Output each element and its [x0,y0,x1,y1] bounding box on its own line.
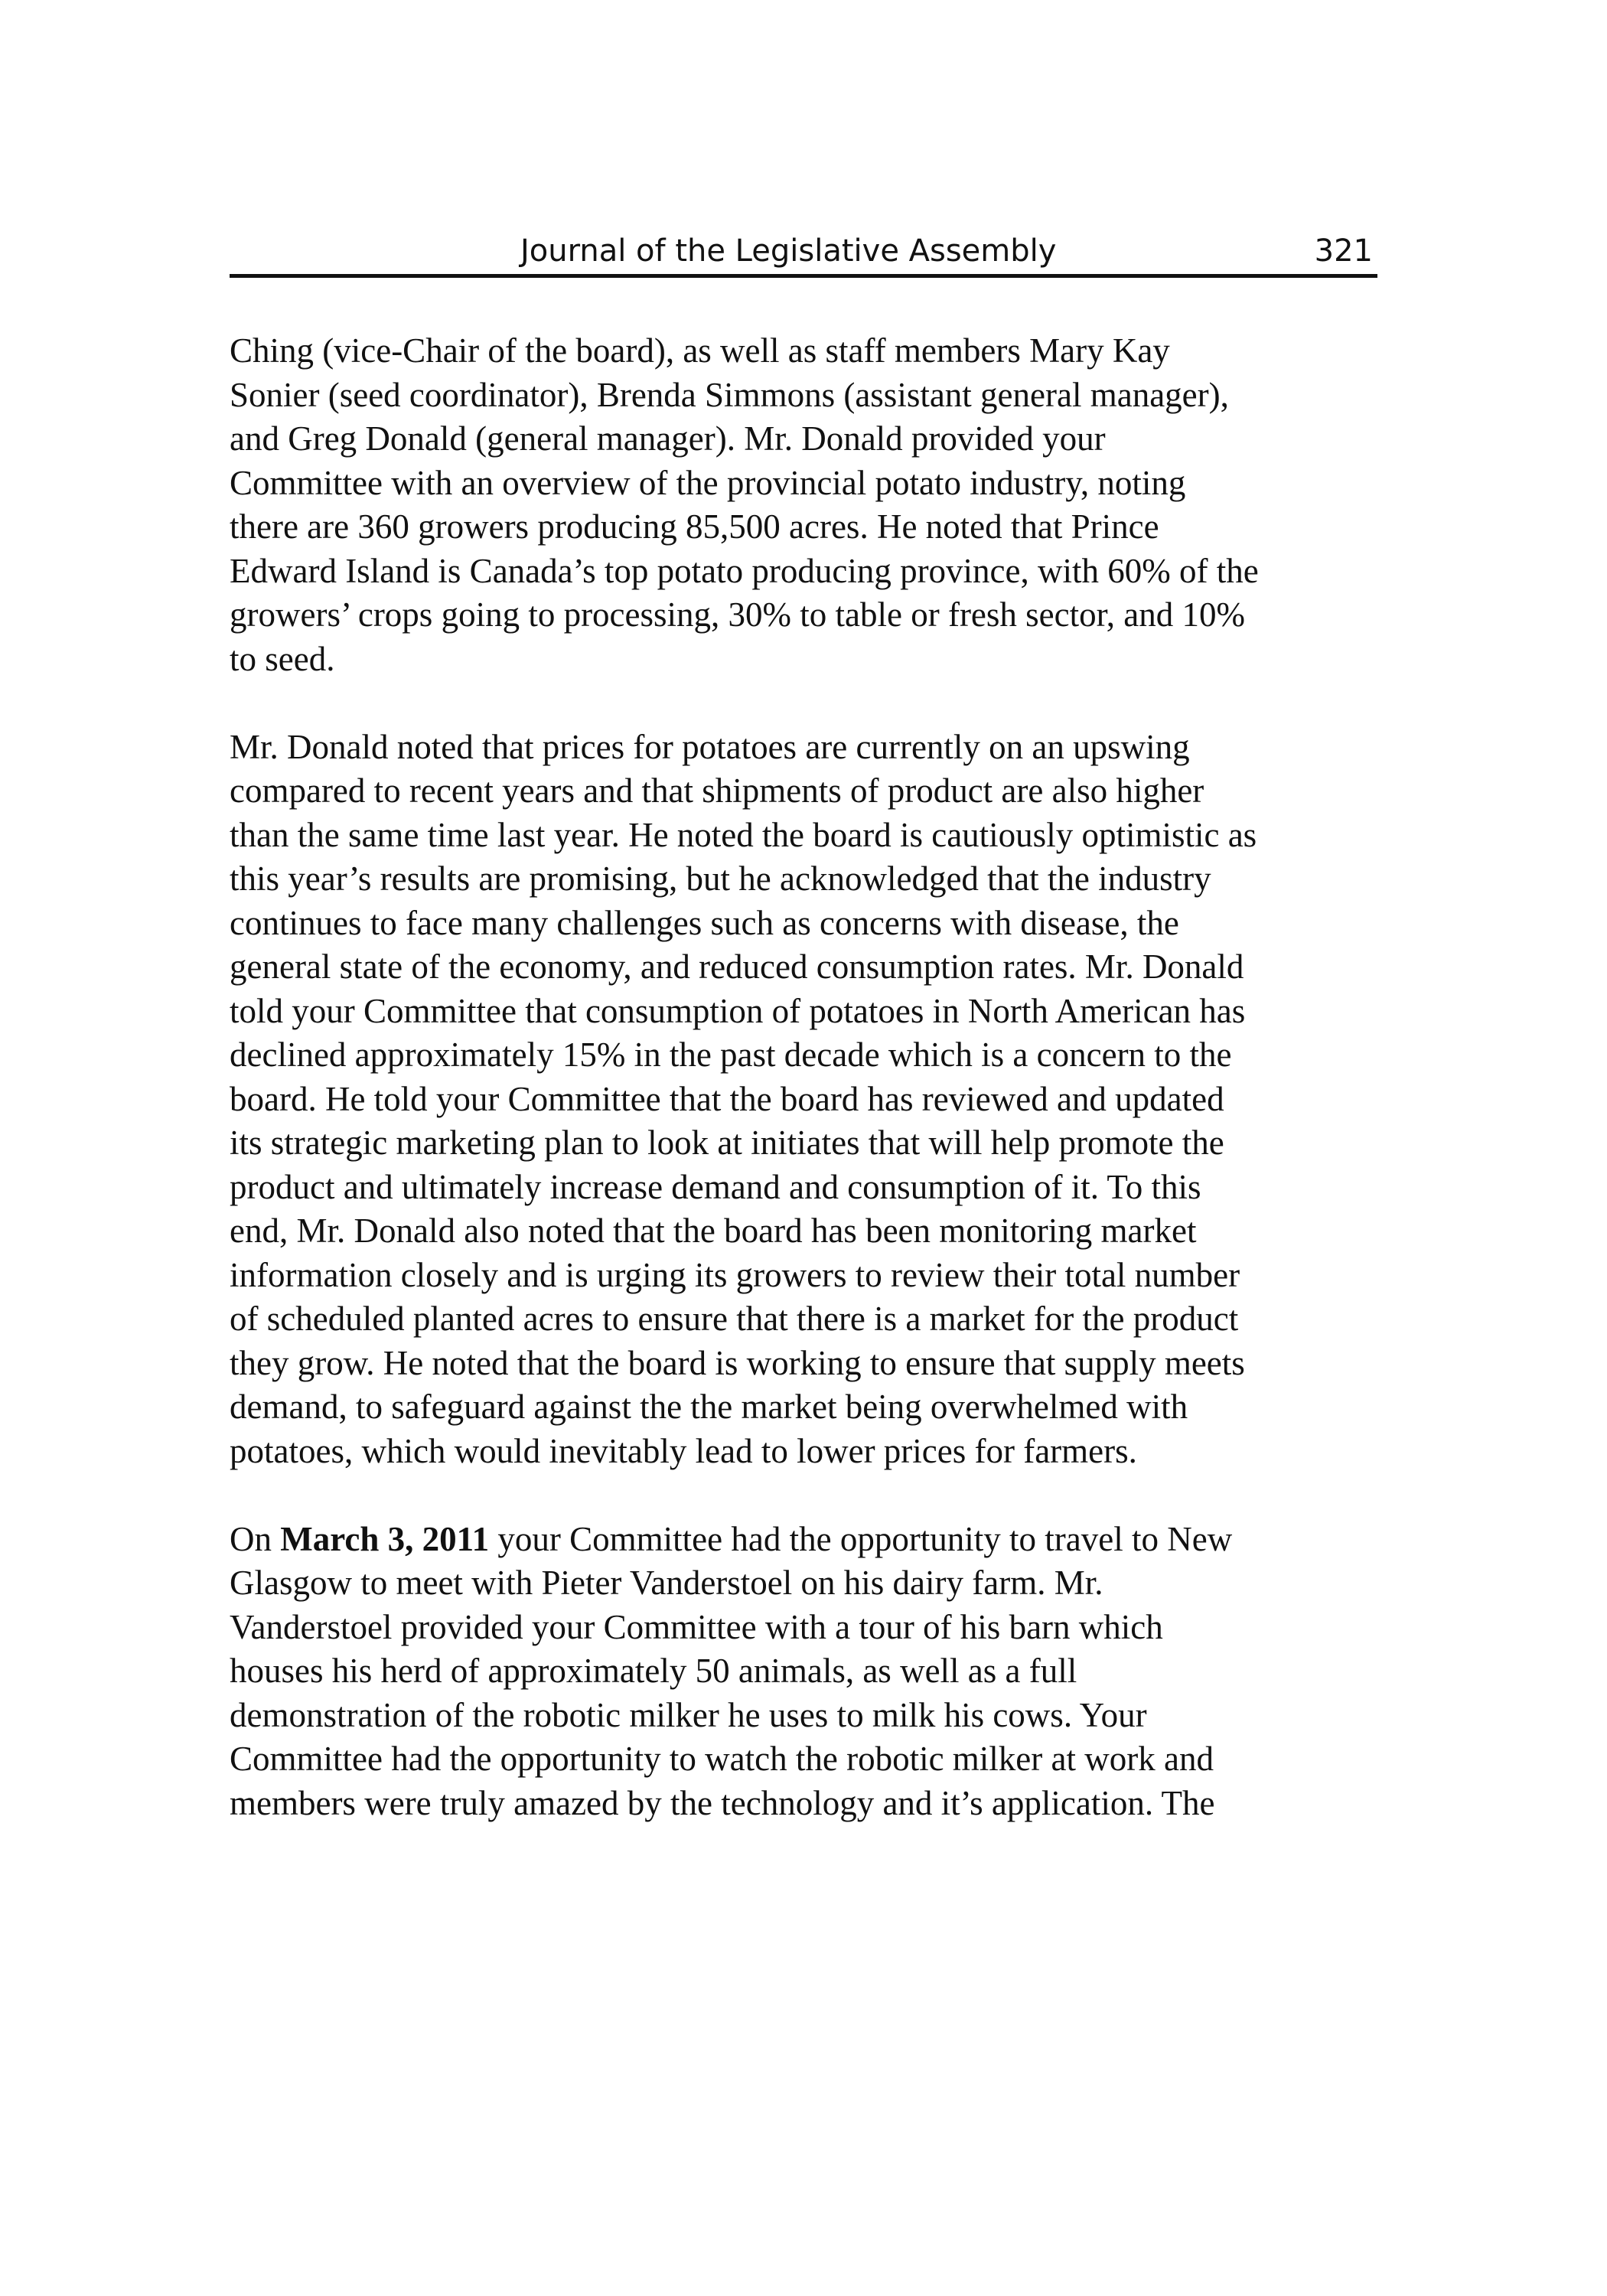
first-line-rest: your Committee had the opportunity to travel to New [489,1519,1233,1558]
journal-title: Journal of the Legislative Assembly [520,233,1057,269]
text-line: than the same time last year. He noted the board is cautiously optimistic as [230,815,1257,854]
text-line: Edward Island is Canada’s top potato producing province, with 60% of the [230,551,1259,590]
text-line: Committee had the opportunity to watch the robotic milker at work and [230,1740,1214,1778]
text-line: Sonier (seed coordinator), Brenda Simmons (assistant general manager), [230,375,1229,414]
text-line: houses his herd of approximately 50 animals, as well as a full [230,1652,1077,1690]
text-line: they grow. He noted that the board is working to ensure that supply meets [230,1343,1245,1382]
text-line: told your Committee that consumption of potatoes in North American has [230,991,1246,1030]
text-line: general state of the economy, and reduced consumption rates. Mr. Donald [230,947,1244,986]
text-line: continues to face many challenges such as concerns with disease, the [230,903,1179,942]
meeting-date: March 3, 2011 [280,1519,490,1558]
text-line: compared to recent years and that shipments of product are also higher [230,771,1204,810]
text-line: declined approximately 15% in the past decade which is a concern to the [230,1035,1232,1074]
text-line: there are 360 growers producing 85,500 acres. He noted that Prince [230,507,1159,546]
text-line: Ching (vice-Chair of the board), as well as staff members Mary Kay [230,331,1170,370]
text-line: this year’s results are promising, but he acknowledged that the industry [230,859,1211,898]
paragraph-3 [230,1518,1377,1826]
text-line: end, Mr. Donald also noted that the board has been monitoring market [230,1212,1197,1250]
header-rule [230,274,1377,278]
text-line: information closely and is urging its growers to review their total number [230,1255,1240,1294]
text-line: growers’ crops going to processing, 30% to table or fresh sector, and 10% [230,595,1246,634]
text-line: Mr. Donald noted that prices for potatoes are currently on an upswing [230,727,1190,766]
text-line: members were truly amazed by the technology and it’s application. The [230,1783,1215,1822]
text-line: product and ultimately increase demand and consumption of it. To this [230,1167,1201,1206]
text-line: potatoes, which would inevitably lead to lower prices for farmers. [230,1431,1137,1470]
body-text [230,329,1377,1870]
running-header [230,230,1377,277]
text-line: Committee with an overview of the provincial potato industry, noting [230,463,1186,502]
paragraph-2 [230,726,1377,1474]
text-line: to seed. [230,639,335,678]
text-line: demand, to safeguard against the the market being overwhelmed with [230,1388,1188,1426]
paragraph-1 [230,329,1377,681]
text-line: demonstration of the robotic milker he uses to milk his cows. Your [230,1695,1147,1734]
text-line: Glasgow to meet with Pieter Vanderstoel on his dairy farm. Mr. [230,1564,1103,1602]
text-line [230,1518,1377,1562]
text-line: its strategic marketing plan to look at initiates that will help promote the [230,1124,1224,1162]
page-number: 321 [1314,233,1373,269]
text-line: Vanderstoel provided your Committee with a tour of his barn which [230,1607,1163,1646]
text-line: board. He told your Committee that the board has reviewed and updated [230,1079,1224,1118]
first-line-prefix: On [230,1519,281,1558]
text-line: and Greg Donald (general manager). Mr. Donald provided your [230,419,1106,458]
text-line: of scheduled planted acres to ensure that there is a market for the product [230,1300,1239,1338]
